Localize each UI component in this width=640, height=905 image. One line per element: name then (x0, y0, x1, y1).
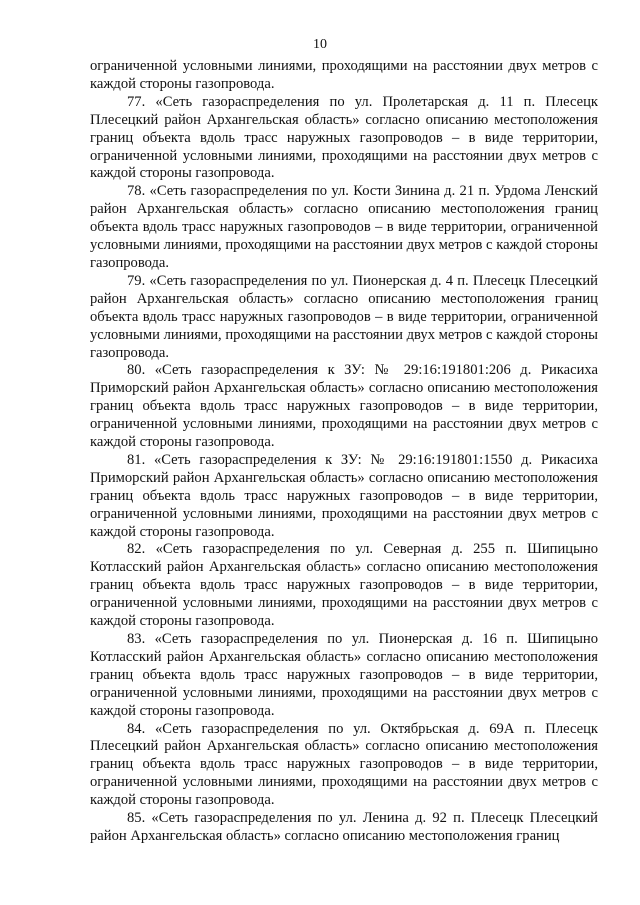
list-item-78: 78. «Сеть газораспределения по ул. Кости Зинина д. 21 п. Урдома Ленский район Архангельская область» согласно описанию местоположения границ объекта вдоль трасс наружных газопроводов – в виде территории, ограниченной условными линиями, проходящими на расстоянии двух метров с каждой стороны газопровода. (90, 183, 598, 271)
list-item-79: 79. «Сеть газораспределения по ул. Пионерская д. 4 п. Плесецк Плесецкий район Архангельская область» согласно описанию местоположения границ объекта вдоль трасс наружных газопроводов – в виде территории, ограниченной условными линиями, проходящими на расстоянии двух метров с каждой стороны газопровода. (90, 272, 598, 361)
list-item-81: 81. «Сеть газораспределения к ЗУ: № 29:16:191801:1550 д. Рикасиха Приморский район Архангельская область» согласно описанию местоположения границ объекта вдоль трасс наружных газопроводов – в виде территории, ограниченной условными линиями, проходящими на расстоянии двух метров с каждой стороны газопровода. (90, 451, 598, 540)
list-item-84: 84. «Сеть газораспределения по ул. Октябрьская д. 69А п. Плесецк Плесецкий район Архангельская область» согласно описанию местоположения границ объекта вдоль трасс наружных газопроводов – в виде территории, ограниченной условными линиями, проходящими на расстоянии двух метров с каждой стороны газопровода. (90, 720, 598, 809)
page-number: 10 (313, 37, 327, 52)
list-item-83: 83. «Сеть газораспределения по ул. Пионерская д. 16 п. Шипицыно Котласский район Архангельская область» согласно описанию местоположения границ объекта вдоль трасс наружных газопроводов – в виде территории, ограниченной условными линиями, проходящими на расстоянии двух метров с каждой стороны газопровода. (90, 631, 598, 719)
document-body (90, 58, 598, 846)
list-item-82: 82. «Сеть газораспределения по ул. Северная д. 255 п. Шипицыно Котласский район Архангельская область» согласно описанию местоположения границ объекта вдоль трасс наружных газопроводов – в виде территории, ограниченной условными линиями, проходящими на расстоянии двух метров с каждой стороны газопровода. (90, 541, 598, 630)
list-item-85: 85. «Сеть газораспределения по ул. Ленина д. 92 п. Плесецк Плесецкий район Архангельская область» согласно описанию местоположения границ (90, 810, 598, 844)
list-item-80: 80. «Сеть газораспределения к ЗУ: № 29:16:191801:206 д. Рикасиха Приморский район Архангельская область» согласно описанию местоположения границ объекта вдоль трасс наружных газопроводов – в виде территории, ограниченной условными линиями, проходящими на расстоянии двух метров с каждой стороны газопровода. (90, 362, 598, 451)
continuation-paragraph: ограниченной условными линиями, проходящими на расстоянии двух метров с каждой стороны газопровода. (90, 58, 598, 92)
list-item-77: 77. «Сеть газораспределения по ул. Пролетарская д. 11 п. Плесецк Плесецкий район Архангельская область» согласно описанию местоположения границ объекта вдоль трасс наружных газопроводов – в виде территории, ограниченной условными линиями, проходящими на расстоянии двух метров с каждой стороны газопровода. (90, 93, 598, 182)
